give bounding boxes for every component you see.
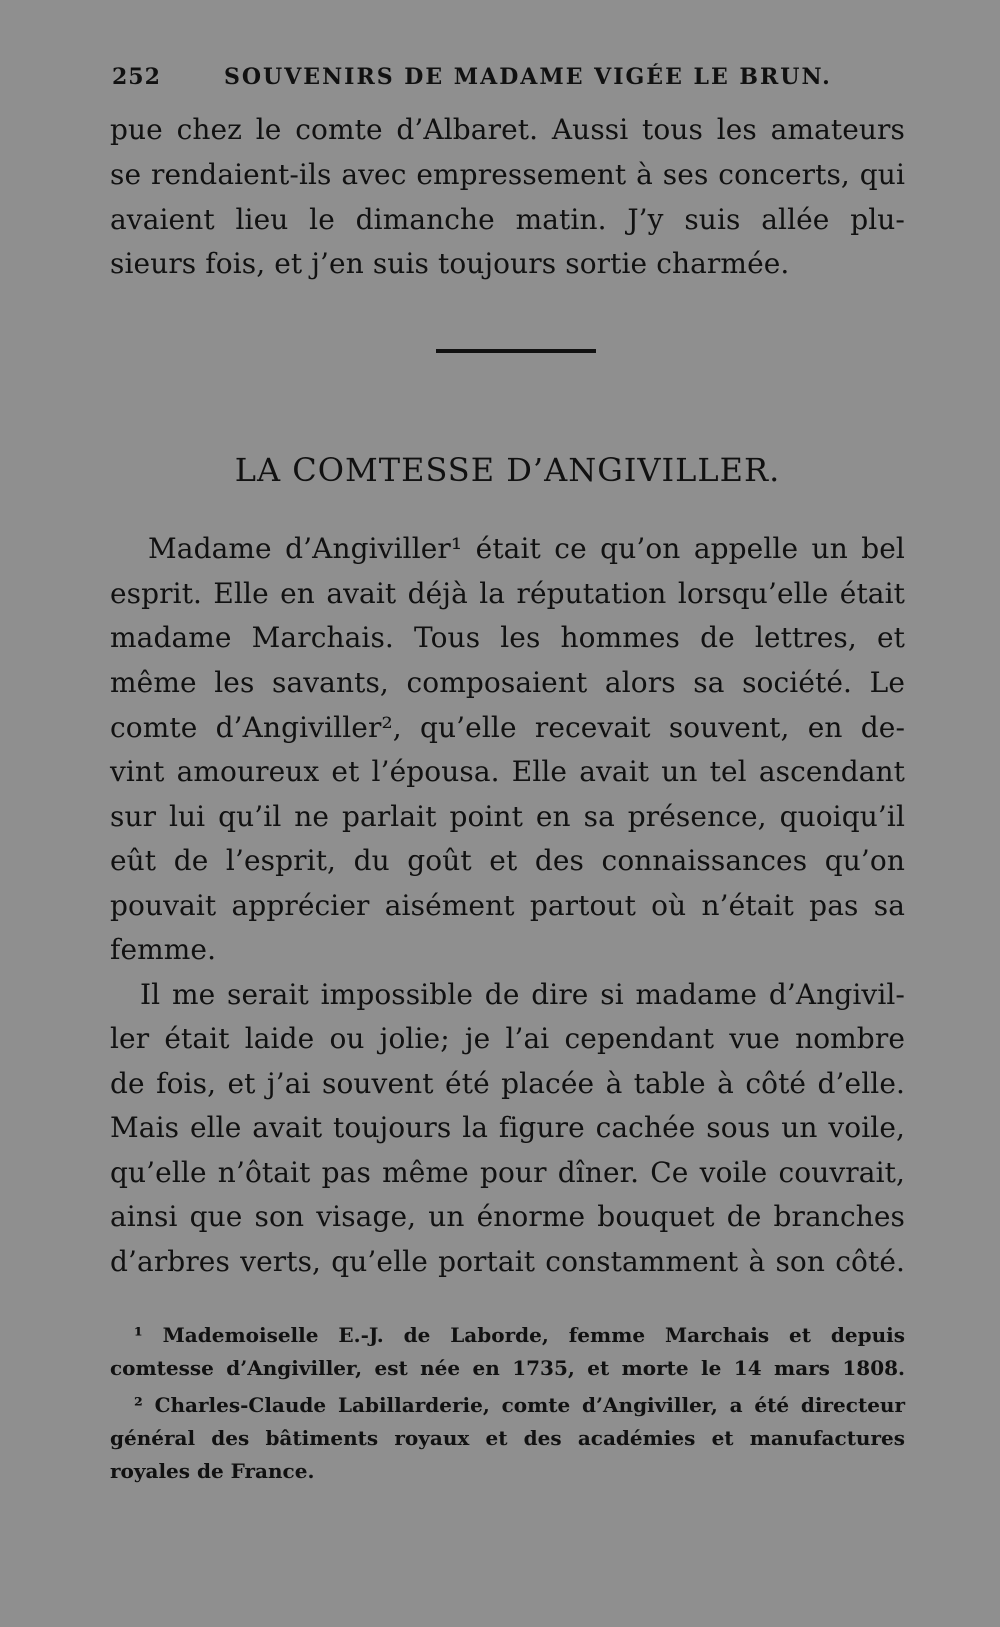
body-line: pue chez le comte d’Albaret. Aussi tous les amateurs bbox=[110, 113, 905, 146]
body-line: d’arbres verts, qu’elle portait constamment à son côté. bbox=[110, 1245, 905, 1278]
page-header bbox=[112, 60, 902, 96]
body-line: femme. bbox=[110, 933, 217, 966]
section-title: LA COMTESSE D’ANGIVILLER. bbox=[234, 451, 781, 489]
footnote-line: général des bâtiments royaux et des académies et manufactures bbox=[110, 1426, 905, 1450]
body-line: de fois, et j’ai souvent été placée à table à côté d’elle. bbox=[110, 1067, 905, 1100]
body-line: pouvait apprécier aisément partout où n’était pas sa bbox=[110, 889, 905, 922]
body-line: ler était laide ou jolie; je l’ai cependant vue nombre bbox=[110, 1022, 905, 1055]
section-divider bbox=[436, 349, 596, 353]
body-line: ainsi que son visage, un énorme bouquet de branches bbox=[110, 1200, 905, 1233]
body-line: même les savants, composaient alors sa société. Le bbox=[110, 666, 905, 699]
body-line: se rendaient-ils avec empressement à ses concerts, qui bbox=[110, 158, 905, 191]
page-number: 252 bbox=[112, 64, 161, 90]
body-line: Il me serait impossible de dire si madame d’Angivil- bbox=[140, 978, 905, 1011]
footnote-line: ² Charles-Claude Labillarderie, comte d’Angiviller, a été directeur bbox=[134, 1393, 905, 1417]
footnote-line: royales de France. bbox=[110, 1459, 315, 1483]
body-line: Madame d’Angiviller¹ était ce qu’on appelle un bel bbox=[148, 532, 905, 565]
body-line: vint amoureux et l’épousa. Elle avait un tel ascendant bbox=[110, 755, 905, 788]
body-line: sieurs fois, et j’en suis toujours sortie charmée. bbox=[110, 247, 790, 280]
body-line: eût de l’esprit, du goût et des connaissances qu’on bbox=[110, 844, 905, 877]
body-line: avaient lieu le dimanche matin. J’y suis allée plu- bbox=[110, 203, 905, 236]
footnote-line: ¹ Mademoiselle E.-J. de Laborde, femme Marchais et depuis bbox=[134, 1323, 905, 1347]
running-title: SOUVENIRS DE MADAME VIGÉE LE BRUN. bbox=[224, 64, 832, 90]
body-line: madame Marchais. Tous les hommes de lettres, et bbox=[110, 621, 905, 654]
footnote-line: comtesse d’Angiviller, est née en 1735, et morte le 14 mars 1808. bbox=[110, 1356, 905, 1380]
body-line: Mais elle avait toujours la figure cachée sous un voile, bbox=[110, 1111, 905, 1144]
body-line: qu’elle n’ôtait pas même pour dîner. Ce voile couvrait, bbox=[110, 1156, 905, 1189]
body-line: comte d’Angiviller², qu’elle recevait souvent, en de- bbox=[110, 711, 905, 744]
body-line: sur lui qu’il ne parlait point en sa présence, quoiqu’il bbox=[110, 800, 905, 833]
body-line: esprit. Elle en avait déjà la réputation lorsqu’elle était bbox=[110, 577, 905, 610]
